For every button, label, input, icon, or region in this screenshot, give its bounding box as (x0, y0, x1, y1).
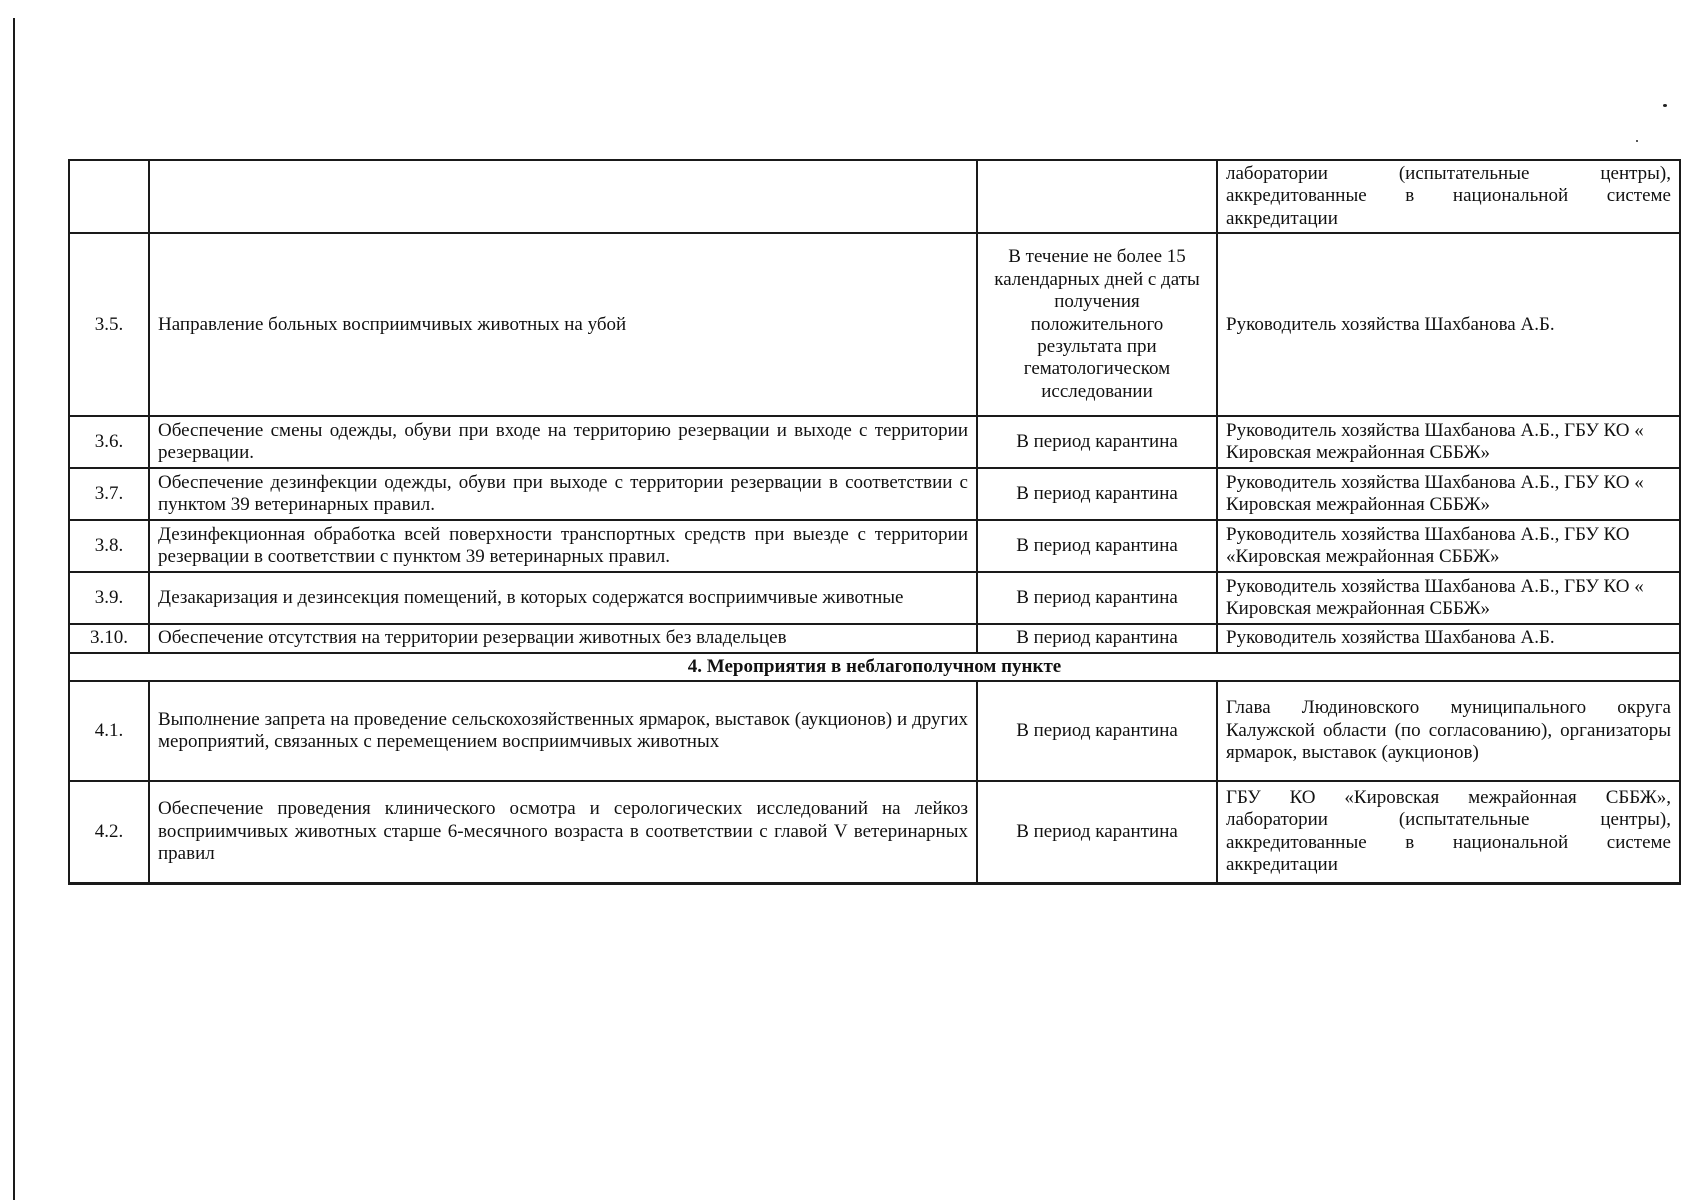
row-term: В период карантина (977, 781, 1217, 883)
row-action: Выполнение запрета на проведение сельскохозяйственных ярмарок, выставок (аукционов) и других мероприятий, связанных с перемещением восприимчивых животных (149, 681, 977, 781)
row-number: 3.8. (69, 520, 149, 572)
row-number: 3.10. (69, 624, 149, 652)
table-row (69, 520, 1680, 572)
row-responsible: ГБУ КО «Кировская межрайонная СББЖ», лаборатории (испытательные центры), аккредитованные в национальной системе аккредитации (1217, 781, 1680, 883)
row-number: 3.6. (69, 416, 149, 468)
row-number: 4.1. (69, 681, 149, 781)
row-term: В период карантина (977, 624, 1217, 652)
row-action: Обеспечение дезинфекции одежды, обуви при выходе с территории резервации в соответствии с пунктом 39 ветеринарных правил. (149, 468, 977, 520)
section-title: 4. Мероприятия в неблагополучном пункте (69, 653, 1680, 681)
row-term: В течение не более 15 календарных дней с даты получения положительного результата при гематологическом исследовании (977, 233, 1217, 416)
row-responsible: Руководитель хозяйства Шахбанова А.Б., ГБУ КО «Кировская межрайонная СББЖ» (1217, 520, 1680, 572)
row-number: 4.2. (69, 781, 149, 883)
row-action: Обеспечение проведения клинического осмотра и серологических исследований на лейкоз восприимчивых животных старше 6-месячного возраста в соответствии с главой V ветеринарных правил (149, 781, 977, 883)
row-term: В период карантина (977, 468, 1217, 520)
row-term (977, 160, 1217, 233)
row-responsible: Руководитель хозяйства Шахбанова А.Б., ГБУ КО « Кировская межрайонная СББЖ» (1217, 468, 1680, 520)
table-row (69, 468, 1680, 520)
table-row (69, 624, 1680, 652)
table-row (69, 681, 1680, 781)
row-responsible: Руководитель хозяйства Шахбанова А.Б. (1217, 624, 1680, 652)
table-row (69, 572, 1680, 624)
row-action (149, 160, 977, 233)
scan-speck (1663, 104, 1667, 107)
section-header-row (69, 653, 1680, 681)
table-row (69, 781, 1680, 883)
row-term: В период карантина (977, 520, 1217, 572)
row-responsible: Руководитель хозяйства Шахбанова А.Б. (1217, 233, 1680, 416)
table-row (69, 160, 1680, 233)
table-row (69, 416, 1680, 468)
table-row (69, 233, 1680, 416)
row-number: 3.7. (69, 468, 149, 520)
row-responsible: лаборатории (испытательные центры), аккредитованные в национальной системе аккредитации (1217, 160, 1680, 233)
row-term: В период карантина (977, 416, 1217, 468)
row-responsible: Руководитель хозяйства Шахбанова А.Б., ГБУ КО « Кировская межрайонная СББЖ» (1217, 416, 1680, 468)
row-responsible: Руководитель хозяйства Шахбанова А.Б., ГБУ КО « Кировская межрайонная СББЖ» (1217, 572, 1680, 624)
row-action: Дезинфекционная обработка всей поверхности транспортных средств при выезде с территории резервации в соответствии с пунктом 39 ветеринарных правил. (149, 520, 977, 572)
row-term: В период карантина (977, 681, 1217, 781)
row-action: Дезакаризация и дезинсекция помещений, в которых содержатся восприимчивые животные (149, 572, 977, 624)
row-responsible: Глава Людиновского муниципального округа Калужской области (по согласованию), организаторы ярмарок, выставок (аукционов) (1217, 681, 1680, 781)
row-number: 3.5. (69, 233, 149, 416)
row-action: Обеспечение смены одежды, обуви при входе на территорию резервации и выходе с территории резервации. (149, 416, 977, 468)
row-action: Направление больных восприимчивых животных на убой (149, 233, 977, 416)
scan-speck (1636, 140, 1638, 142)
row-number: 3.9. (69, 572, 149, 624)
row-term: В период карантина (977, 572, 1217, 624)
measures-table (68, 159, 1681, 885)
row-action: Обеспечение отсутствия на территории резервации животных без владельцев (149, 624, 977, 652)
row-number (69, 160, 149, 233)
scan-page-edge (13, 18, 15, 1200)
